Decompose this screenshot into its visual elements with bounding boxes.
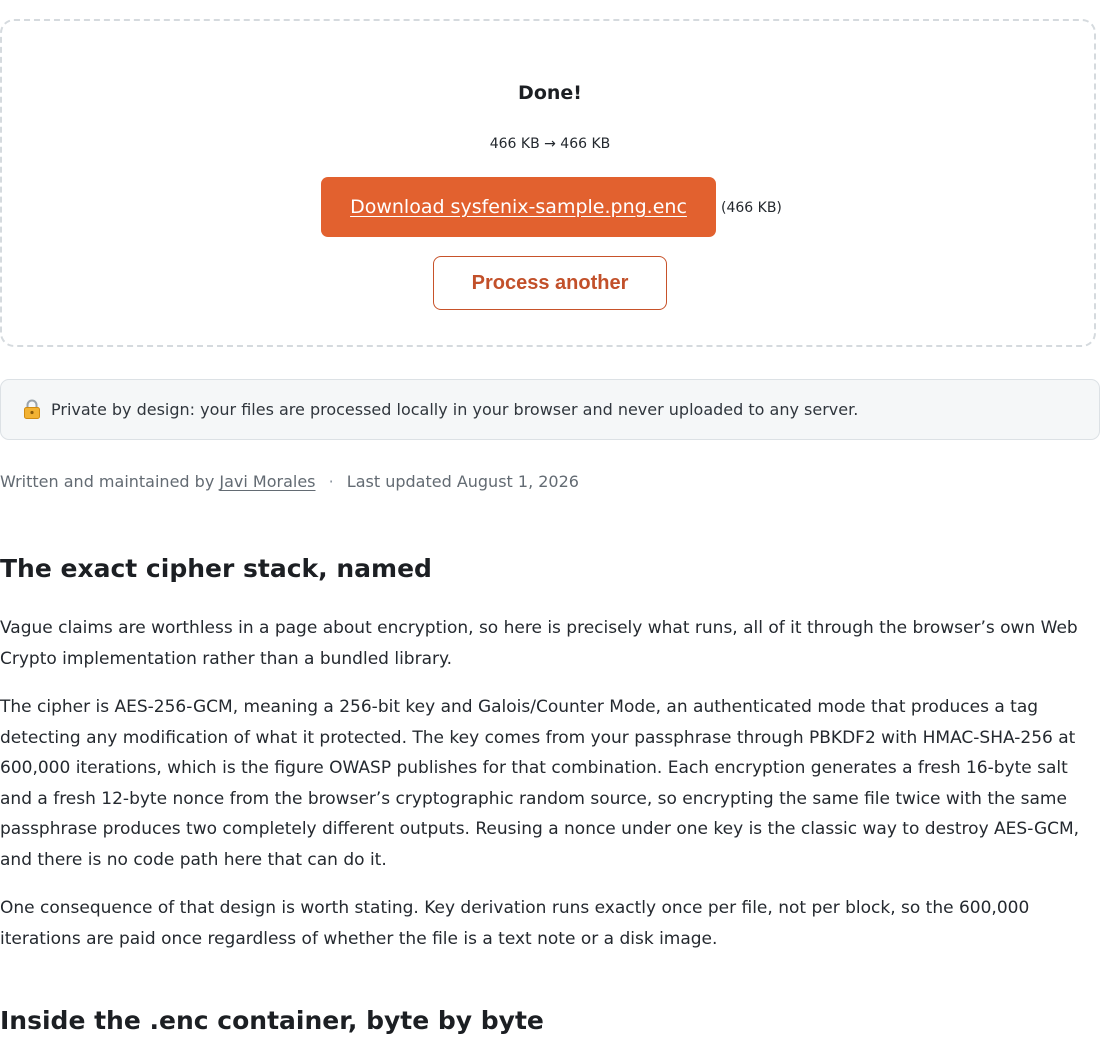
process-another-button[interactable]: Process another [433,256,667,310]
byline [0,472,579,491]
download-file-size: (466 KB) [721,200,782,216]
section-heading-enc-container: Inside the .enc container, byte by byte [0,1006,544,1035]
privacy-notice [0,379,1100,440]
byline-prefix: Written and maintained by [0,472,215,491]
article-paragraph: One consequence of that design is worth stating. Key derivation runs exactly once per file, not per block, so the 600,000 iterations are paid once regardless of whether the file is a text note or a disk image. [0,898,1030,949]
section-heading-cipher-stack: The exact cipher stack, named [0,554,432,583]
done-title: Done! [518,82,582,104]
privacy-text: Private by design: your files are processed locally in your browser and never uploaded to any server. [51,400,859,419]
download-button[interactable]: Download sysfenix-sample.png.enc [321,177,716,237]
size-summary: 466 KB → 466 KB [489,136,611,152]
lock-icon [23,399,41,419]
article-paragraph: The cipher is AES-256-GCM, meaning a 256-bit key and Galois/Counter Mode, an authenticated mode that produces a tag detecting any modification of what it protected. The key comes from your passphrase through PBKDF2 with HMAC-SHA-256 at 600,000 iterations, which is the figure OWASP publishes for that combination. Each encryption generates a fresh 16-byte salt and a fresh 12-byte nonce from the browser’s cryptographic random source, so encrypting the same file twice with the same passphrase produces two completely different outputs. Reusing a nonce under one key is the classic way to destroy AES-GCM, and there is no code path here that can do it. [0,697,1080,870]
article-paragraph: Vague claims are worthless in a page about encryption, so here is precisely what runs, all of it through the browser’s own Web Crypto implementation rather than a bundled library. [0,618,1078,669]
last-updated: Last updated August 1, 2026 [346,472,579,491]
byline-separator: · [328,472,334,491]
author-link[interactable]: Javi Morales [219,472,316,491]
